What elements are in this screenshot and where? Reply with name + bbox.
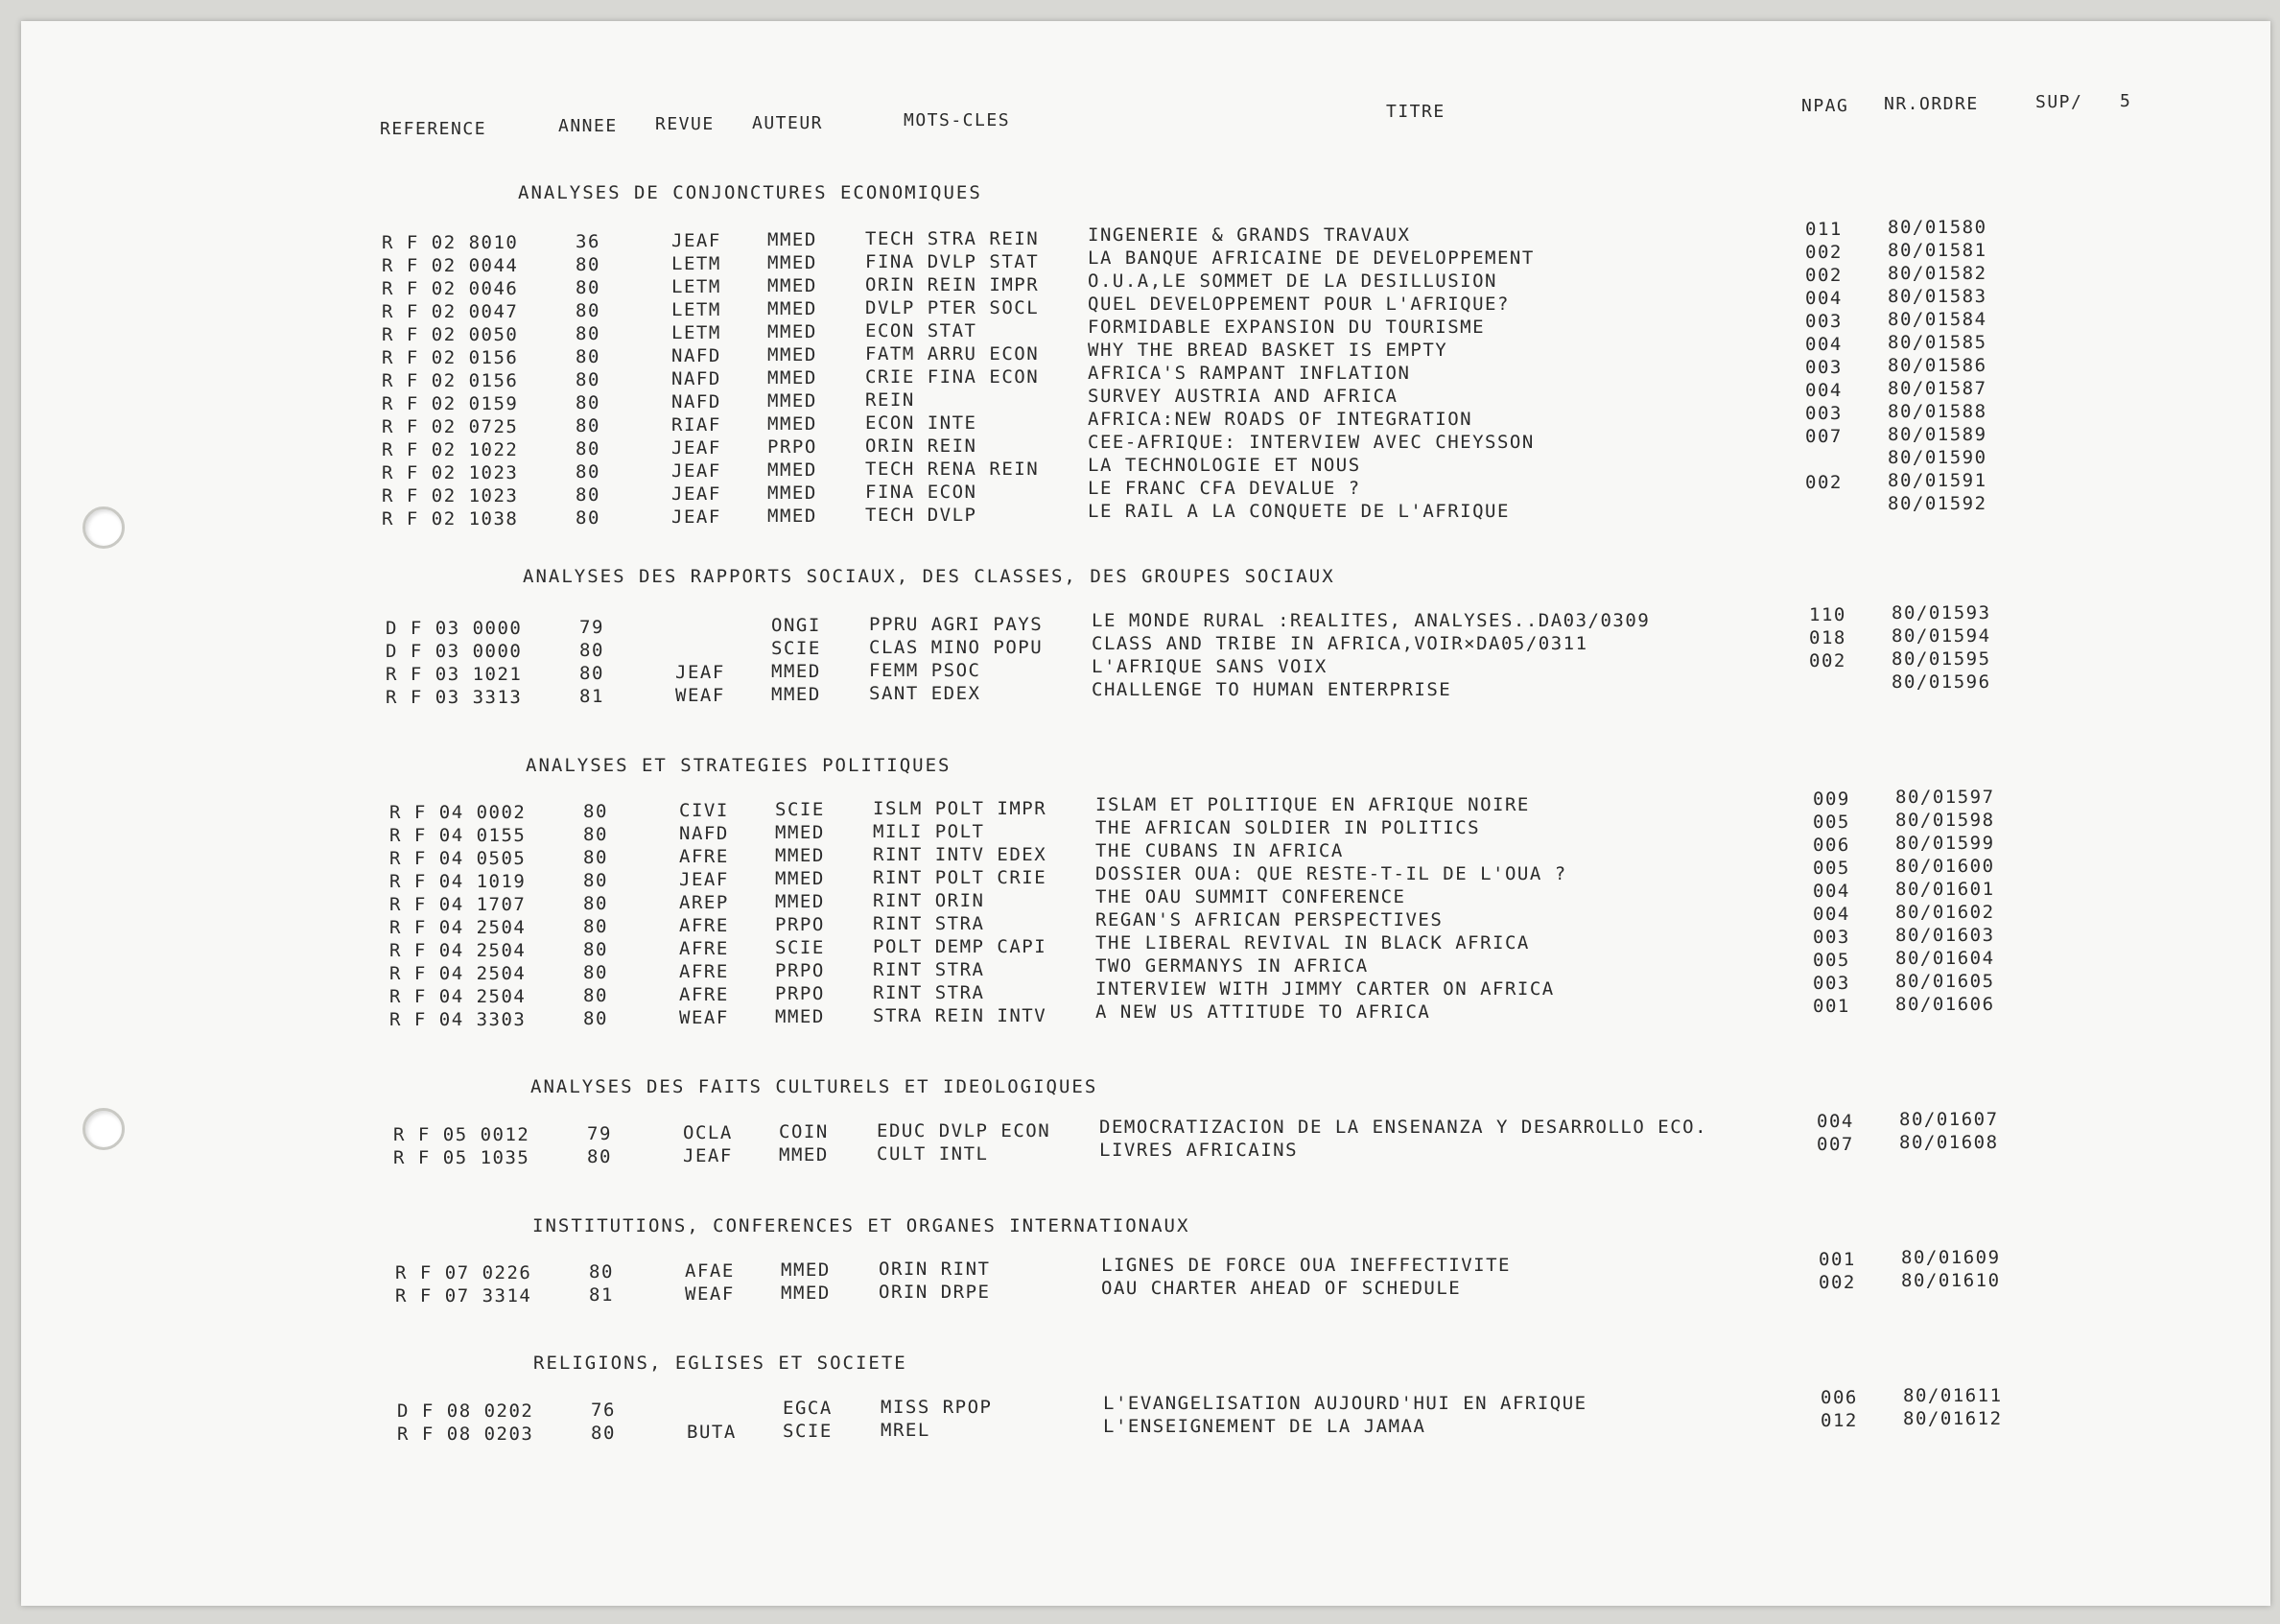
cell-titre: THE CUBANS IN AFRICA <box>1095 840 1344 861</box>
cell-ref: R F 05 0012 <box>393 1124 530 1145</box>
cell-nr: 80/01592 <box>1888 493 1987 514</box>
cell-annee: 80 <box>589 1261 614 1283</box>
cell-annee: 81 <box>589 1284 614 1306</box>
cell-npag: 007 <box>1805 426 1843 447</box>
cell-annee: 81 <box>579 686 604 707</box>
cell-mots: ORIN DRPE <box>879 1282 991 1303</box>
cell-ref: R F 03 1021 <box>386 664 523 685</box>
cell-revue: AFAE <box>685 1260 735 1282</box>
cell-revue: JEAF <box>671 460 721 482</box>
cell-ref: R F 04 0155 <box>389 825 527 846</box>
cell-titre: LE FRANC CFA DEVALUE ? <box>1088 478 1361 499</box>
cell-revue: JEAF <box>675 662 725 683</box>
cell-npag: 011 <box>1805 219 1843 240</box>
cell-mots: ORIN REIN <box>865 435 977 457</box>
cell-nr: 80/01607 <box>1899 1109 1999 1130</box>
cell-mots: ORIN REIN IMPR <box>865 274 1040 295</box>
cell-nr: 80/01604 <box>1895 948 1995 969</box>
cell-annee: 80 <box>583 985 608 1006</box>
cell-revue: NAFD <box>671 391 721 412</box>
cell-ref: R F 07 3314 <box>395 1285 532 1306</box>
cell-annee: 80 <box>576 415 600 436</box>
cell-npag: 002 <box>1819 1272 1856 1293</box>
cell-ref: R F 02 0046 <box>382 278 519 299</box>
cell-revue: LETM <box>671 253 721 274</box>
cell-mots: SANT EDEX <box>869 683 981 704</box>
cell-revue: JEAF <box>671 230 721 251</box>
cell-npag: 003 <box>1805 403 1843 424</box>
cell-ref: R F 04 0002 <box>389 802 527 823</box>
cell-annee: 80 <box>576 346 600 367</box>
cell-titre: DEMOCRATIZACION DE LA ENSENANZA Y DESARROLLO ECO. <box>1099 1117 1708 1138</box>
cell-revue: CIVI <box>679 800 729 821</box>
cell-revue: AFRE <box>679 961 729 982</box>
section-title: ANALYSES DES FAITS CULTURELS ET IDEOLOGIQUES <box>530 1076 1098 1097</box>
cell-revue: JEAF <box>671 506 721 528</box>
cell-auteur: MMED <box>775 1006 825 1027</box>
cell-annee: 80 <box>583 847 608 868</box>
cell-annee: 80 <box>591 1423 616 1444</box>
cell-annee: 36 <box>576 231 600 252</box>
cell-revue: WEAF <box>675 685 725 706</box>
cell-annee: 80 <box>583 893 608 914</box>
cell-annee: 80 <box>576 369 600 390</box>
cell-titre: LIVRES AFRICAINS <box>1099 1140 1299 1161</box>
cell-auteur: PRPO <box>775 914 825 935</box>
cell-npag: 001 <box>1819 1249 1856 1270</box>
cell-titre: THE AFRICAN SOLDIER IN POLITICS <box>1095 817 1481 838</box>
cell-npag: 003 <box>1805 311 1843 332</box>
cell-ref: R F 05 1035 <box>393 1147 530 1168</box>
cell-mots: ECON INTE <box>865 412 977 434</box>
cell-nr: 80/01609 <box>1901 1247 2001 1268</box>
cell-titre: L'EVANGELISATION AUJOURD'HUI EN AFRIQUE <box>1103 1393 1587 1414</box>
cell-annee: 80 <box>576 254 600 275</box>
cell-revue: BUTA <box>687 1422 737 1443</box>
cell-titre: LA TECHNOLOGIE ET NOUS <box>1088 455 1361 476</box>
cell-auteur: MMED <box>775 868 825 889</box>
cell-npag: 004 <box>1805 288 1843 309</box>
cell-npag: 006 <box>1821 1387 1858 1408</box>
cell-ref: R F 04 0505 <box>389 848 527 869</box>
cell-npag: 018 <box>1809 627 1846 648</box>
cell-ref: R F 02 0725 <box>382 416 519 437</box>
cell-titre: REGAN'S AFRICAN PERSPECTIVES <box>1095 909 1444 930</box>
cell-nr: 80/01600 <box>1895 856 1995 877</box>
cell-mots: STRA REIN INTV <box>873 1005 1047 1026</box>
cell-ref: R F 02 0159 <box>382 393 519 414</box>
cell-npag: 001 <box>1813 996 1850 1017</box>
cell-auteur: MMED <box>767 229 817 250</box>
cell-auteur: MMED <box>767 413 817 435</box>
cell-titre: INTERVIEW WITH JIMMY CARTER ON AFRICA <box>1095 978 1555 1000</box>
section-title: ANALYSES ET STRATEGIES POLITIQUES <box>526 755 952 776</box>
cell-ref: R F 04 2504 <box>389 917 527 938</box>
cell-nr: 80/01586 <box>1888 355 1987 376</box>
cell-annee: 80 <box>583 939 608 960</box>
cell-npag: 002 <box>1805 242 1843 263</box>
cell-annee: 80 <box>576 277 600 298</box>
cell-annee: 80 <box>583 962 608 983</box>
cell-titre: CEE-AFRIQUE: INTERVIEW AVEC CHEYSSON <box>1088 432 1535 453</box>
cell-revue: JEAF <box>679 869 729 890</box>
cell-ref: R F 02 0050 <box>382 324 519 345</box>
section-title: ANALYSES DES RAPPORTS SOCIAUX, DES CLASSES, DES GROUPES SOCIAUX <box>523 566 1335 587</box>
cell-titre: LA BANQUE AFRICAINE DE DEVELOPPEMENT <box>1088 247 1535 269</box>
cell-nr: 80/01580 <box>1888 217 1987 238</box>
cell-nr: 80/01591 <box>1888 470 1987 491</box>
cell-ref: R F 02 0156 <box>382 347 519 368</box>
cell-auteur: MMED <box>779 1144 829 1165</box>
header-auteur: AUTEUR <box>752 113 824 133</box>
cell-ref: R F 02 0047 <box>382 301 519 322</box>
cell-auteur: PRPO <box>775 983 825 1004</box>
section-title: INSTITUTIONS, CONFERENCES ET ORGANES INTERNATIONAUX <box>532 1215 1190 1236</box>
cell-auteur: PRPO <box>767 436 817 458</box>
cell-annee: 80 <box>583 1008 608 1029</box>
cell-mots: REIN <box>865 389 915 411</box>
cell-titre: O.U.A,LE SOMMET DE LA DESILLUSION <box>1088 271 1497 292</box>
cell-titre: L'ENSEIGNEMENT DE LA JAMAA <box>1103 1416 1426 1437</box>
cell-mots: MREL <box>881 1420 930 1441</box>
cell-annee: 80 <box>576 438 600 459</box>
section-title: RELIGIONS, EGLISES ET SOCIETE <box>533 1353 907 1374</box>
cell-titre: AFRICA:NEW ROADS OF INTEGRATION <box>1088 409 1473 430</box>
cell-ref: D F 03 0000 <box>386 618 523 639</box>
cell-titre: WHY THE BREAD BASKET IS EMPTY <box>1088 340 1448 361</box>
cell-mots: TECH RENA REIN <box>865 459 1040 480</box>
cell-revue: NAFD <box>679 823 729 844</box>
cell-nr: 80/01608 <box>1899 1132 1999 1153</box>
cell-auteur: MMED <box>771 661 821 682</box>
cell-npag: 002 <box>1809 650 1846 671</box>
cell-auteur: MMED <box>767 344 817 365</box>
cell-auteur: COIN <box>779 1121 829 1142</box>
cell-npag: 004 <box>1813 881 1850 902</box>
cell-auteur: EGCA <box>783 1398 833 1419</box>
cell-revue: WEAF <box>679 1007 729 1028</box>
cell-revue: JEAF <box>671 437 721 459</box>
cell-npag: 110 <box>1809 604 1846 625</box>
cell-revue: LETM <box>671 299 721 320</box>
cell-auteur: MMED <box>767 390 817 412</box>
cell-auteur: SCIE <box>771 638 821 659</box>
cell-revue: OCLA <box>683 1122 733 1143</box>
cell-nr: 80/01594 <box>1892 625 1991 647</box>
cell-nr: 80/01601 <box>1895 879 1995 900</box>
section-title: ANALYSES DE CONJONCTURES ECONOMIQUES <box>518 182 982 203</box>
cell-auteur: MMED <box>775 891 825 912</box>
cell-titre: ISLAM ET POLITIQUE EN AFRIQUE NOIRE <box>1095 794 1530 815</box>
cell-nr: 80/01606 <box>1895 994 1995 1015</box>
cell-auteur: SCIE <box>783 1421 833 1442</box>
cell-annee: 79 <box>587 1123 612 1144</box>
cell-mots: RINT ORIN <box>873 890 985 911</box>
cell-revue: JEAF <box>671 483 721 505</box>
cell-titre: A NEW US ATTITUDE TO AFRICA <box>1095 1001 1431 1023</box>
cell-mots: FEMM PSOC <box>869 660 981 681</box>
cell-titre: THE LIBERAL REVIVAL IN BLACK AFRICA <box>1095 932 1530 953</box>
cell-nr: 80/01605 <box>1895 971 1995 992</box>
cell-npag: 009 <box>1813 788 1850 810</box>
cell-npag: 006 <box>1813 835 1850 856</box>
cell-npag: 004 <box>1805 380 1843 401</box>
cell-nr: 80/01582 <box>1888 263 1987 284</box>
cell-auteur: ONGI <box>771 615 821 636</box>
cell-titre: TWO GERMANYS IN AFRICA <box>1095 955 1369 977</box>
cell-mots: ECON STAT <box>865 320 977 341</box>
cell-annee: 80 <box>576 300 600 321</box>
cell-ref: D F 08 0202 <box>397 1400 534 1422</box>
cell-titre: LE MONDE RURAL :REALITES, ANALYSES..DA03/0309 <box>1092 610 1651 631</box>
cell-annee: 80 <box>576 484 600 506</box>
cell-mots: EDUC DVLP ECON <box>877 1120 1051 1142</box>
cell-npag: 004 <box>1813 904 1850 925</box>
header-annee: ANNEE <box>558 116 618 136</box>
cell-mots: TECH DVLP <box>865 505 977 526</box>
header-reference: REFERENCE <box>380 119 487 139</box>
cell-ref: R F 04 1019 <box>389 871 527 892</box>
cell-npag: 002 <box>1805 472 1843 493</box>
cell-npag: 005 <box>1813 858 1850 879</box>
cell-nr: 80/01602 <box>1895 902 1995 923</box>
cell-npag: 004 <box>1805 334 1843 355</box>
cell-auteur: MMED <box>767 367 817 388</box>
cell-mots: POLT DEMP CAPI <box>873 936 1047 957</box>
cell-nr: 80/01589 <box>1888 424 1987 445</box>
cell-annee: 80 <box>576 392 600 413</box>
cell-mots: FINA ECON <box>865 482 977 503</box>
cell-mots: TECH STRA REIN <box>865 228 1040 249</box>
header-mots-cles: MOTS-CLES <box>904 110 1011 130</box>
header-revue: REVUE <box>655 114 715 134</box>
cell-titre: QUEL DEVELOPPEMENT POUR L'AFRIQUE? <box>1088 294 1510 315</box>
cell-titre: L'AFRIQUE SANS VOIX <box>1092 656 1328 677</box>
cell-auteur: PRPO <box>775 960 825 981</box>
cell-auteur: SCIE <box>775 937 825 958</box>
cell-revue: AREP <box>679 892 729 913</box>
cell-mots: MILI POLT <box>873 821 985 842</box>
cell-annee: 80 <box>579 640 604 661</box>
cell-nr: 80/01588 <box>1888 401 1987 422</box>
cell-annee: 80 <box>583 916 608 937</box>
cell-titre: CLASS AND TRIBE IN AFRICA,VOIR×DA05/0311 <box>1092 633 1588 654</box>
cell-nr: 80/01590 <box>1888 447 1987 468</box>
header-nr-ordre: NR.ORDRE <box>1884 94 1979 114</box>
cell-nr: 80/01596 <box>1892 671 1991 693</box>
cell-titre: FORMIDABLE EXPANSION DU TOURISME <box>1088 317 1486 338</box>
cell-titre: CHALLENGE TO HUMAN ENTERPRISE <box>1092 679 1452 700</box>
cell-auteur: MMED <box>767 298 817 319</box>
cell-npag: 003 <box>1805 357 1843 378</box>
cell-auteur: MMED <box>767 275 817 296</box>
header-npag: NPAG <box>1801 96 1849 116</box>
cell-nr: 80/01585 <box>1888 332 1987 353</box>
cell-mots: RINT INTV EDEX <box>873 844 1047 865</box>
cell-nr: 80/01599 <box>1895 833 1995 854</box>
cell-mots: RINT STRA <box>873 982 985 1003</box>
cell-mots: CRIE FINA ECON <box>865 366 1040 388</box>
cell-mots: PPRU AGRI PAYS <box>869 614 1044 635</box>
cell-titre: SURVEY AUSTRIA AND AFRICA <box>1088 386 1399 407</box>
cell-npag: 007 <box>1817 1134 1854 1155</box>
cell-annee: 80 <box>576 323 600 344</box>
cell-annee: 80 <box>583 870 608 891</box>
cell-mots: RINT POLT CRIE <box>873 867 1047 888</box>
cell-npag: 004 <box>1817 1111 1854 1132</box>
cell-annee: 80 <box>587 1146 612 1167</box>
cell-revue: AFRE <box>679 915 729 936</box>
cell-nr: 80/01581 <box>1888 240 1987 261</box>
cell-nr: 80/01610 <box>1901 1270 2001 1291</box>
cell-revue: LETM <box>671 276 721 297</box>
cell-titre: INGENERIE & GRANDS TRAVAUX <box>1088 224 1411 246</box>
cell-ref: R F 04 2504 <box>389 940 527 961</box>
cell-mots: MISS RPOP <box>881 1397 993 1418</box>
header-titre: TITRE <box>1386 102 1446 122</box>
cell-ref: R F 02 0044 <box>382 255 519 276</box>
cell-npag: 003 <box>1813 927 1850 948</box>
cell-mots: CLAS MINO POPU <box>869 637 1044 658</box>
cell-mots: ISLM POLT IMPR <box>873 798 1047 819</box>
page-number: 5 <box>2120 91 2132 111</box>
cell-ref: R F 02 1023 <box>382 462 519 483</box>
cell-nr: 80/01595 <box>1892 648 1991 670</box>
cell-ref: R F 02 8010 <box>382 232 519 253</box>
cell-ref: R F 04 2504 <box>389 963 527 984</box>
cell-titre: AFRICA'S RAMPANT INFLATION <box>1088 363 1411 384</box>
cell-mots: ORIN RINT <box>879 1259 991 1280</box>
cell-nr: 80/01584 <box>1888 309 1987 330</box>
cell-auteur: MMED <box>767 506 817 527</box>
cell-ref: R F 02 1023 <box>382 485 519 506</box>
cell-npag: 003 <box>1813 973 1850 994</box>
cell-mots: FATM ARRU ECON <box>865 343 1040 365</box>
cell-npag: 012 <box>1821 1410 1858 1431</box>
cell-npag: 005 <box>1813 950 1850 971</box>
cell-revue: JEAF <box>683 1145 733 1166</box>
cell-ref: R F 07 0226 <box>395 1262 532 1283</box>
cell-annee: 80 <box>583 801 608 822</box>
cell-nr: 80/01597 <box>1895 787 1995 808</box>
cell-nr: 80/01583 <box>1888 286 1987 307</box>
cell-revue: LETM <box>671 322 721 343</box>
cell-titre: DOSSIER OUA: QUE RESTE-T-IL DE L'OUA ? <box>1095 863 1567 884</box>
cell-npag: 005 <box>1813 812 1850 833</box>
cell-annee: 80 <box>579 663 604 684</box>
cell-annee: 76 <box>591 1400 616 1421</box>
cell-ref: D F 03 0000 <box>386 641 523 662</box>
cell-auteur: MMED <box>775 845 825 866</box>
cell-revue: AFRE <box>679 846 729 867</box>
cell-mots: RINT STRA <box>873 959 985 980</box>
cell-revue: WEAF <box>685 1283 735 1305</box>
cell-auteur: MMED <box>767 321 817 342</box>
cell-auteur: MMED <box>771 684 821 705</box>
cell-titre: THE OAU SUMMIT CONFERENCE <box>1095 886 1406 907</box>
cell-auteur: MMED <box>767 252 817 273</box>
cell-annee: 79 <box>579 617 604 638</box>
cell-revue: RIAF <box>671 414 721 435</box>
cell-revue: NAFD <box>671 345 721 366</box>
cell-auteur: MMED <box>775 822 825 843</box>
cell-nr: 80/01587 <box>1888 378 1987 399</box>
cell-titre: LE RAIL A LA CONQUETE DE L'AFRIQUE <box>1088 501 1510 522</box>
cell-ref: R F 02 1022 <box>382 439 519 460</box>
cell-mots: DVLP PTER SOCL <box>865 297 1040 318</box>
cell-revue: AFRE <box>679 984 729 1005</box>
cell-mots: FINA DVLP STAT <box>865 251 1040 272</box>
cell-nr: 80/01593 <box>1892 602 1991 624</box>
cell-auteur: SCIE <box>775 799 825 820</box>
cell-titre: OAU CHARTER AHEAD OF SCHEDULE <box>1101 1278 1462 1299</box>
cell-titre: LIGNES DE FORCE OUA INEFFECTIVITE <box>1101 1255 1511 1276</box>
cell-revue: NAFD <box>671 368 721 389</box>
cell-auteur: MMED <box>767 482 817 504</box>
cell-ref: R F 02 0156 <box>382 370 519 391</box>
header-sup: SUP/ <box>2035 92 2083 112</box>
cell-auteur: MMED <box>781 1283 831 1304</box>
cell-ref: R F 08 0203 <box>397 1424 534 1445</box>
cell-nr: 80/01612 <box>1903 1408 2003 1429</box>
cell-ref: R F 04 1707 <box>389 894 527 915</box>
cell-ref: R F 04 2504 <box>389 986 527 1007</box>
cell-auteur: MMED <box>767 459 817 481</box>
cell-nr: 80/01603 <box>1895 925 1995 946</box>
cell-ref: R F 04 3303 <box>389 1009 527 1030</box>
cell-ref: R F 02 1038 <box>382 508 519 530</box>
cell-npag: 002 <box>1805 265 1843 286</box>
cell-mots: CULT INTL <box>877 1143 989 1165</box>
cell-nr: 80/01611 <box>1903 1385 2003 1406</box>
cell-annee: 80 <box>583 824 608 845</box>
cell-nr: 80/01598 <box>1895 810 1995 831</box>
cell-auteur: MMED <box>781 1259 831 1281</box>
cell-annee: 80 <box>576 461 600 482</box>
cell-ref: R F 03 3313 <box>386 687 523 708</box>
cell-revue: AFRE <box>679 938 729 959</box>
cell-mots: RINT STRA <box>873 913 985 934</box>
cell-annee: 80 <box>576 507 600 529</box>
